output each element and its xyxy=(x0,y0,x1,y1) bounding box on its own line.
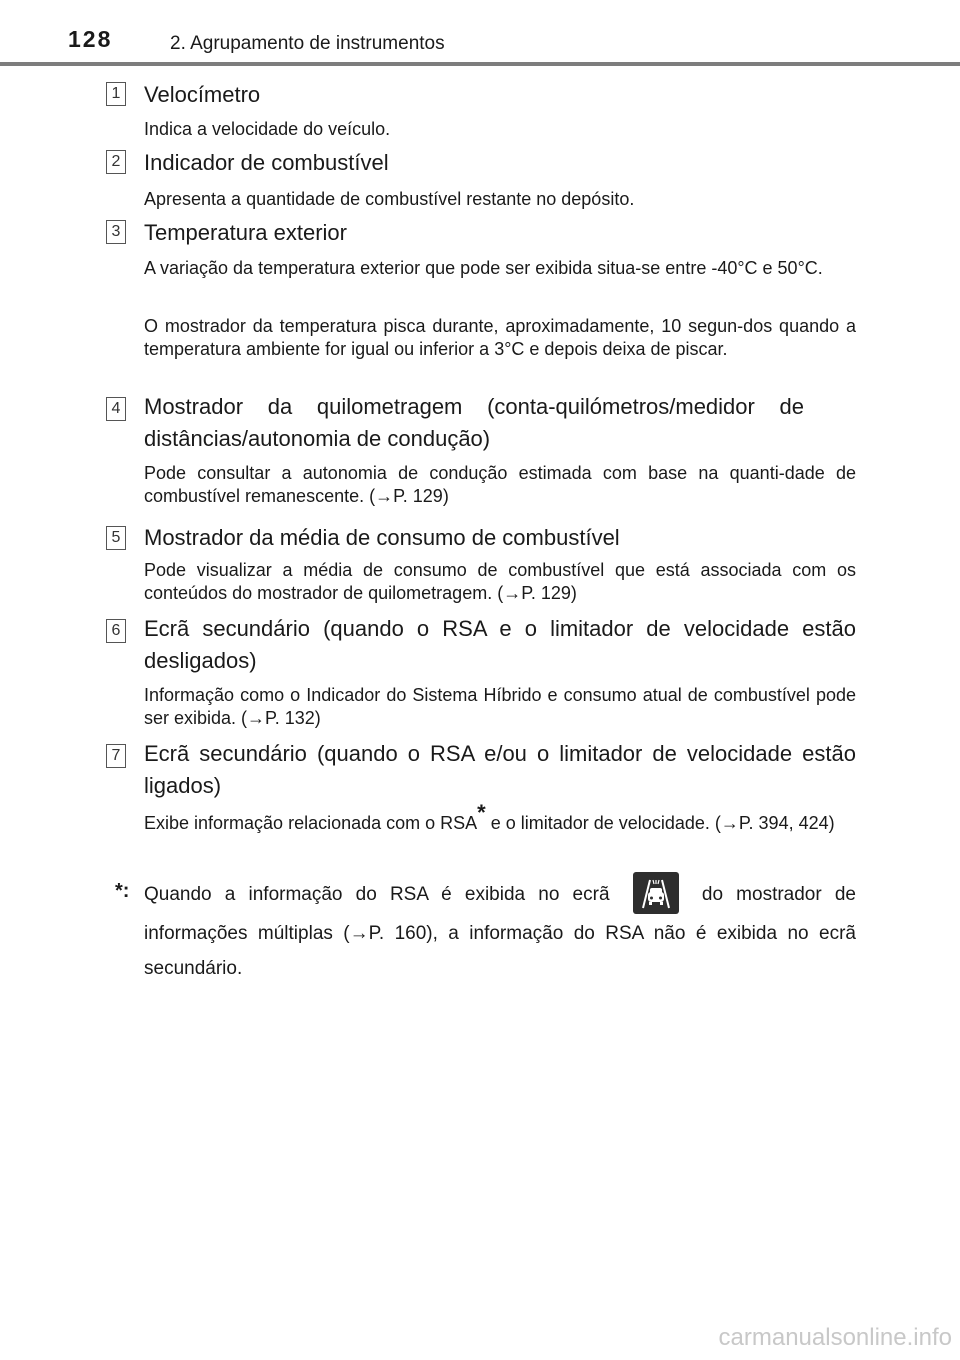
chapter-title: 2. Agrupamento de instrumentos xyxy=(170,33,445,54)
item-number-badge: 1 xyxy=(106,82,126,106)
watermark: carmanualsonline.info xyxy=(718,1324,952,1351)
item-title: Ecrã secundário (quando o RSA e o limitador de velocidade estão desligados) xyxy=(144,616,856,673)
item-title: Velocímetro xyxy=(144,82,261,107)
item-description: Indica a velocidade do veículo. xyxy=(144,119,391,139)
item-description: A variação da temperatura exterior que pode ser exibida situa-se entre -40°C e 50°C. xyxy=(144,258,823,278)
footnote-text-before-icon: Quando a informação do RSA é exibida no ecrã xyxy=(144,884,610,906)
footnote-asterisk: * xyxy=(115,880,123,902)
item-number-badge: 2 xyxy=(106,150,126,174)
item-number-badge: 7 xyxy=(106,744,126,768)
item-number-badge: 3 xyxy=(106,220,126,244)
item-number-badge: 5 xyxy=(106,526,126,550)
item-number-badge: 4 xyxy=(106,397,126,421)
item-description: Apresenta a quantidade de combustível restante no depósito. xyxy=(144,189,635,209)
item-title: Ecrã secundário (quando o RSA e/ou o limitador de velocidade estão ligados) xyxy=(144,741,856,798)
item-description xyxy=(144,800,856,836)
footnote-mark: *: xyxy=(115,880,130,902)
item-title: Indicador de combustível xyxy=(144,150,389,175)
footnote-text-after-icon: do mostrador de informações múltiplas (→P. 160), a informação do RSA não é exibida no ecrã secundário. xyxy=(144,884,857,979)
footnote-reference-mark: * xyxy=(477,800,486,825)
item-description: Pode consultar a autonomia de condução estimada com base na quanti-dade de combustível remanescente. (→P. 129) xyxy=(144,463,856,506)
page-number: 128 xyxy=(68,26,113,52)
page-header xyxy=(0,0,960,70)
item-title: Temperatura exterior xyxy=(144,220,347,245)
item-title: Mostrador da quilometragem (conta-quilómetros/medidor de distâncias/autonomia de condução) xyxy=(144,394,804,451)
footnote-text xyxy=(144,874,856,986)
item-title: Mostrador da média de consumo de combustível xyxy=(144,525,620,550)
item-description-text: Exibe informação relacionada com o RSA* e o limitador de velocidade. (→P. 394, 424) xyxy=(144,800,835,833)
item-description: O mostrador da temperatura pisca durante, aproximadamente, 10 segun-dos quando a temperatura ambiente for igual ou inferior a 3°C e depois deixa de piscar. xyxy=(144,316,856,359)
item-description: Pode visualizar a média de consumo de combustível que está associada com os conteúdos do mostrador de quilometragem. (→P. 129) xyxy=(144,560,856,603)
header-divider xyxy=(0,62,960,66)
item-description: Informação como o Indicador do Sistema Híbrido e consumo atual de combustível pode ser exibida. (→P. 132) xyxy=(144,685,856,728)
item-number-badge: 6 xyxy=(106,619,126,643)
rsa-display-icon xyxy=(633,872,679,914)
